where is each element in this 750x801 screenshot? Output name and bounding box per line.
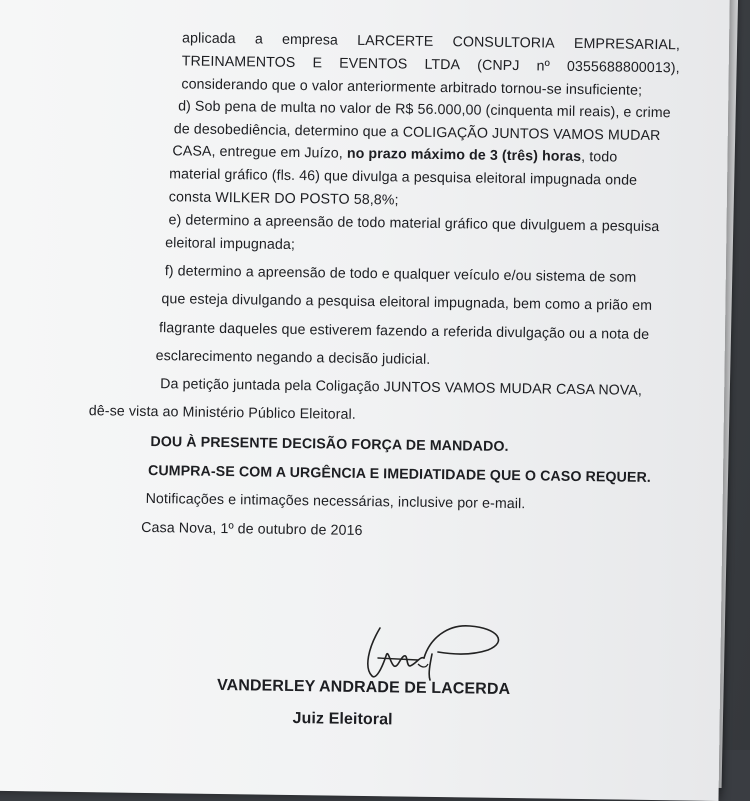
word: LTDA — [424, 56, 461, 74]
text-fragment: CASA, entregue em Juízo, — [172, 143, 343, 162]
text-line-4: d) Sob pena de multa no valor de R$ 56.000,00 (cinquenta mil reais), e crime — [178, 98, 671, 122]
text-line-16: dê-se vista ao Ministério Público Eleitoral. — [88, 403, 356, 423]
word: CONSULTORIA — [452, 34, 555, 52]
text-line-12: que esteja divulgando a pesquisa eleitoral impugnada, bem como a prião em — [161, 291, 653, 314]
text-line-5: de desobediência, determino que a COLIGAÇÃO JUNTOS VAMOS MUDAR — [173, 121, 661, 145]
text-line-9: e) determino a apreensão de todo material gráfico que divulguem a pesquisa — [168, 212, 660, 236]
text-fragment: , todo — [581, 148, 618, 166]
word: 0355688800013), — [566, 58, 680, 77]
word: EVENTOS — [339, 55, 408, 73]
word: nº — [536, 58, 550, 75]
word: EMPRESARIAL, — [573, 35, 681, 54]
word: LARCERTE — [357, 32, 434, 50]
signatory-name: VANDERLEY ANDRADE DE LACERDA — [216, 676, 511, 699]
text-line-15: Da petição juntada pela Coligação JUNTOS VAMOS MUDAR CASA NOVA, — [160, 376, 643, 399]
word: E — [312, 55, 323, 72]
text-line-18: CUMPRA-SE COM A URGÊNCIA E IMEDIATIDADE QUE O CASO REQUER. — [147, 462, 652, 486]
text-line-14: esclarecimento negando a decisão judicial. — [155, 348, 431, 368]
text-line-2 — [182, 53, 680, 76]
word: aplicada — [181, 30, 236, 48]
signatory-title: Juiz Eleitoral — [292, 709, 393, 729]
handwritten-signature — [358, 618, 518, 688]
text-line-11: f) determino a apreensão de todo e qualquer veículo e/ou sistema de som — [164, 263, 637, 286]
word: (CNPJ — [477, 57, 520, 75]
text-line-10: eleitoral impugnada; — [165, 235, 296, 253]
date-line: Casa Nova, 1º de outubro de 2016 — [141, 519, 363, 539]
text-line-19: Notificações e intimações necessárias, inclusive por e-mail. — [145, 490, 526, 513]
text-line-6 — [172, 143, 617, 165]
text-line-8: consta WILKER DO POSTO 58,8%; — [168, 189, 399, 209]
text-line-3: considerando que o valor anteriormente arbitrado tornou-se insuficiente; — [181, 76, 643, 99]
text-line-17: DOU À PRESENTE DECISÃO FORÇA DE MANDADO. — [150, 433, 509, 455]
deadline-emphasis: no prazo máximo de 3 (três) horas — [346, 145, 582, 165]
word: a — [254, 31, 264, 48]
word: TREINAMENTOS — [181, 53, 296, 71]
text-line-7: material gráfico (fls. 46) que divulga a pesquisa eleitoral impugnada onde — [169, 166, 638, 189]
word: empresa — [281, 31, 339, 49]
text-line-13: flagrante daqueles que estiverem fazendo a referida divulgação ou a nota de — [158, 320, 650, 343]
text-line-1 — [182, 30, 680, 53]
